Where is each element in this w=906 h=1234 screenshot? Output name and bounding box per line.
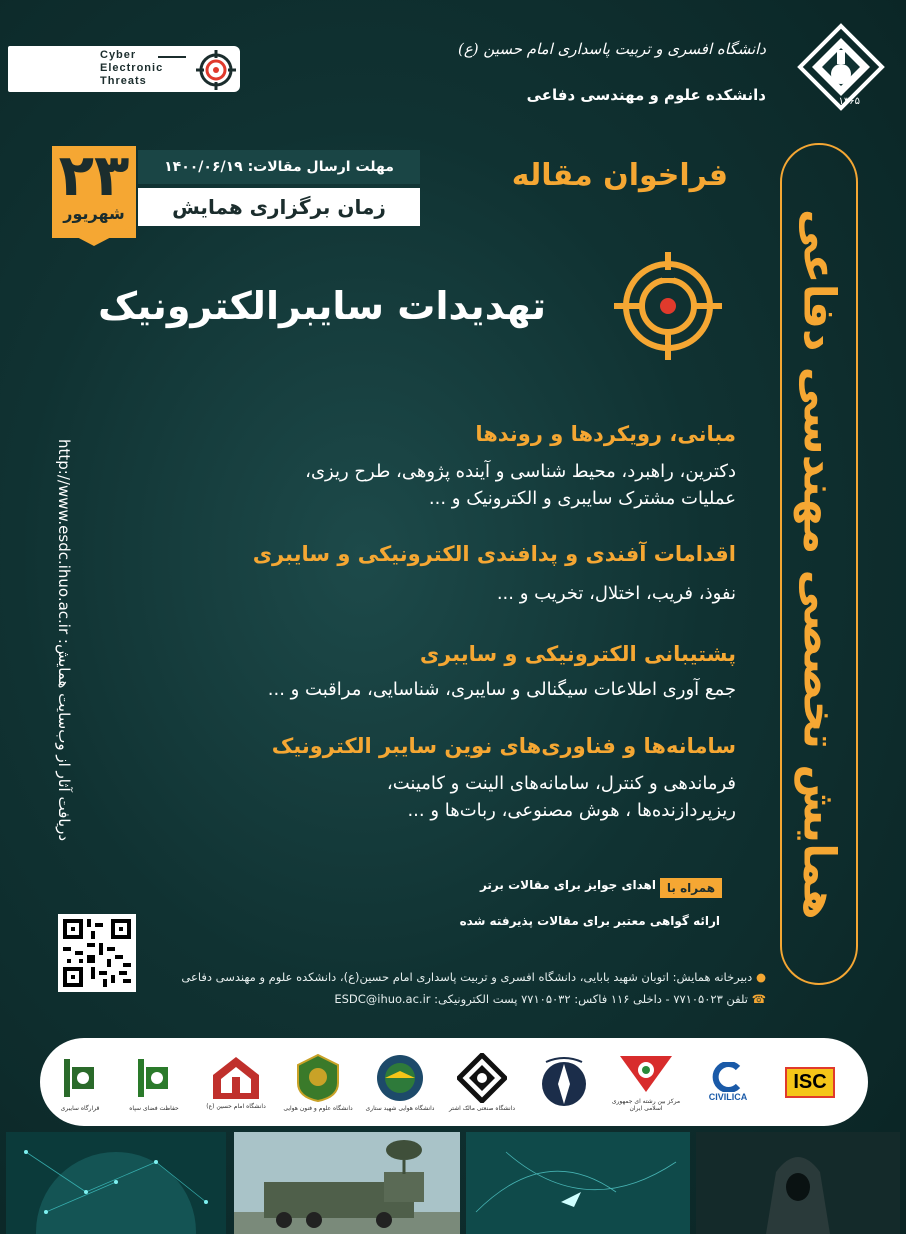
topic-line: عملیات مشترک سایبری و الکترونیک و ... bbox=[428, 488, 736, 509]
emblem-year: ۱۳۶۵ bbox=[838, 96, 860, 107]
topic-line: جمع آوری اطلاعات سیگنالی و سایبری، شناسایی، مراقبت و ... bbox=[267, 679, 736, 700]
address-value: دبیرخانه همایش: اتوبان شهید بابایی، دانشگاه افسری و تربیت پاسداری امام حسین(ع)، دانشکده علوم و مهندسی دفاعی bbox=[181, 970, 753, 984]
event-month: شهریور bbox=[63, 204, 125, 223]
sepah-emblem-icon bbox=[132, 1053, 176, 1103]
cet-crosshair-icon bbox=[196, 50, 236, 90]
radar-vehicle-photo bbox=[234, 1132, 460, 1234]
call-for-papers-title: فراخوان مقاله bbox=[511, 158, 728, 193]
civilica-text: CIVILICA bbox=[708, 1092, 748, 1102]
topic-body bbox=[268, 676, 736, 703]
cet-line-1: Cyber bbox=[100, 49, 137, 61]
journal-logo bbox=[528, 1046, 600, 1118]
imam-hossein-caption: دانشگاه امام حسین (ع) bbox=[206, 1102, 266, 1110]
submission-deadline: مهلت ارسال مقالات: ۱۴۰۰/۰۶/۱۹ bbox=[138, 150, 420, 184]
network-map-photo bbox=[466, 1132, 690, 1234]
sepah-protection-logo bbox=[118, 1046, 190, 1118]
topic-body bbox=[387, 770, 736, 824]
interdisciplinary-center-logo bbox=[610, 1046, 682, 1118]
cyber-hq-emblem-icon bbox=[58, 1053, 102, 1103]
cyber-globe-photo bbox=[6, 1132, 226, 1234]
event-timing-label: زمان برگزاری همایش bbox=[138, 188, 420, 226]
website-text[interactable]: دریافت آثار از وب‌سایت همایش: http://www.esdc.ihuo.ac.ir bbox=[55, 438, 73, 842]
cet-divider bbox=[158, 56, 186, 58]
university-name: دانشگاه افسری و تربیت پاسداری امام حسین (ع) bbox=[457, 40, 766, 58]
main-title: تهدیدات سایبرالکترونیک bbox=[98, 284, 546, 328]
topic-body bbox=[497, 580, 736, 607]
sattari-university-logo bbox=[364, 1046, 436, 1118]
civilica-logo bbox=[692, 1046, 764, 1118]
sattari-caption: دانشگاه هوایی شهید ستاری bbox=[365, 1104, 435, 1112]
event-day: ۲۳ bbox=[58, 141, 130, 209]
award-line-1: اهدای جوایز برای مقالات برتر bbox=[479, 878, 656, 892]
crosshair-icon bbox=[612, 250, 724, 362]
topic-line: نفوذ، فریب، اختلال، تخریب و ... bbox=[496, 583, 736, 604]
center-caption: مرکز بین رشته ای جمهوری اسلامی ایران bbox=[611, 1098, 681, 1112]
topic-line: دکترین، راهبرد، محیط شناسی و آینده پژوهی، طرح ریزی، bbox=[305, 461, 736, 482]
conference-name: همایش تخصصی مهندسی دفاعی bbox=[793, 208, 845, 920]
sattari-emblem-icon bbox=[375, 1053, 425, 1103]
topic-heading: مبانی، رویکردها و روندها bbox=[475, 422, 736, 446]
center-emblem-icon bbox=[618, 1052, 674, 1096]
cet-line-3: Threats bbox=[100, 75, 147, 87]
malek-ashtar-logo bbox=[446, 1046, 518, 1118]
website-vertical bbox=[44, 398, 84, 882]
conference-banner bbox=[782, 150, 856, 978]
award-line-2: ارائه گواهی معتبر برای مقالات پذیرفته شده bbox=[459, 914, 720, 928]
imam-hossein-emblem-icon bbox=[211, 1055, 261, 1101]
qr-code-icon bbox=[63, 919, 131, 987]
hooded-hacker-photo bbox=[696, 1132, 900, 1234]
aviation-emblem-icon bbox=[296, 1053, 340, 1103]
aviation-caption: دانشگاه علوم و فنون هوایی bbox=[283, 1104, 353, 1112]
contact-text bbox=[334, 992, 766, 1006]
imam-hossein-university-logo bbox=[200, 1046, 272, 1118]
cyber-hq-caption: قرارگاه سایبری bbox=[60, 1104, 100, 1112]
phone-icon: ☎ bbox=[751, 992, 766, 1006]
isc-logo bbox=[774, 1046, 846, 1118]
aviation-university-logo bbox=[282, 1046, 354, 1118]
topic-line: فرماندهی و کنترل، سامانه‌های الینت و کامینت، bbox=[386, 773, 736, 794]
sponsor-logos-strip bbox=[40, 1038, 868, 1126]
cet-logo-text bbox=[100, 49, 200, 88]
topic-heading: سامانه‌ها و فناوری‌های نوین سایبر الکترونیک bbox=[271, 734, 736, 758]
location-pin-icon: ● bbox=[755, 970, 766, 984]
topic-body bbox=[305, 458, 736, 512]
civilica-c-icon bbox=[710, 1062, 746, 1092]
contact-value: تلفن ۷۷۱۰۵۰۲۳ - داخلی ۱۱۶ فاکس: ۷۷۱۰۵۰۳۲ پست الکترونیکی: ESDC@ihuo.ac.ir bbox=[334, 992, 749, 1006]
malek-ashtar-emblem-icon bbox=[457, 1053, 507, 1103]
topic-heading: اقدامات آفندی و پدافندی الکترونیکی و سایبری bbox=[252, 542, 736, 566]
awards-tag: همراه با bbox=[660, 878, 722, 898]
faculty-name: دانشکده علوم و مهندسی دفاعی bbox=[526, 86, 766, 104]
topic-line: ریزپردازنده‌ها ، هوش مصنوعی، ربات‌ها و ... bbox=[407, 800, 736, 821]
malek-ashtar-caption: دانشگاه صنعتی مالک اشتر bbox=[448, 1104, 516, 1112]
cet-line-2: Electronic bbox=[100, 62, 164, 74]
cyber-hq-logo bbox=[44, 1046, 116, 1118]
date-badge-tip bbox=[52, 224, 136, 246]
topic-heading: پشتیبانی الکترونیکی و سایبری bbox=[419, 642, 736, 666]
pen-emblem-icon bbox=[536, 1054, 592, 1110]
address-text bbox=[181, 970, 766, 984]
qr-code[interactable] bbox=[58, 914, 136, 992]
isc-logo-text: ISC bbox=[785, 1067, 834, 1098]
sepah-caption: حفاظت فضای سپاه bbox=[129, 1104, 179, 1112]
